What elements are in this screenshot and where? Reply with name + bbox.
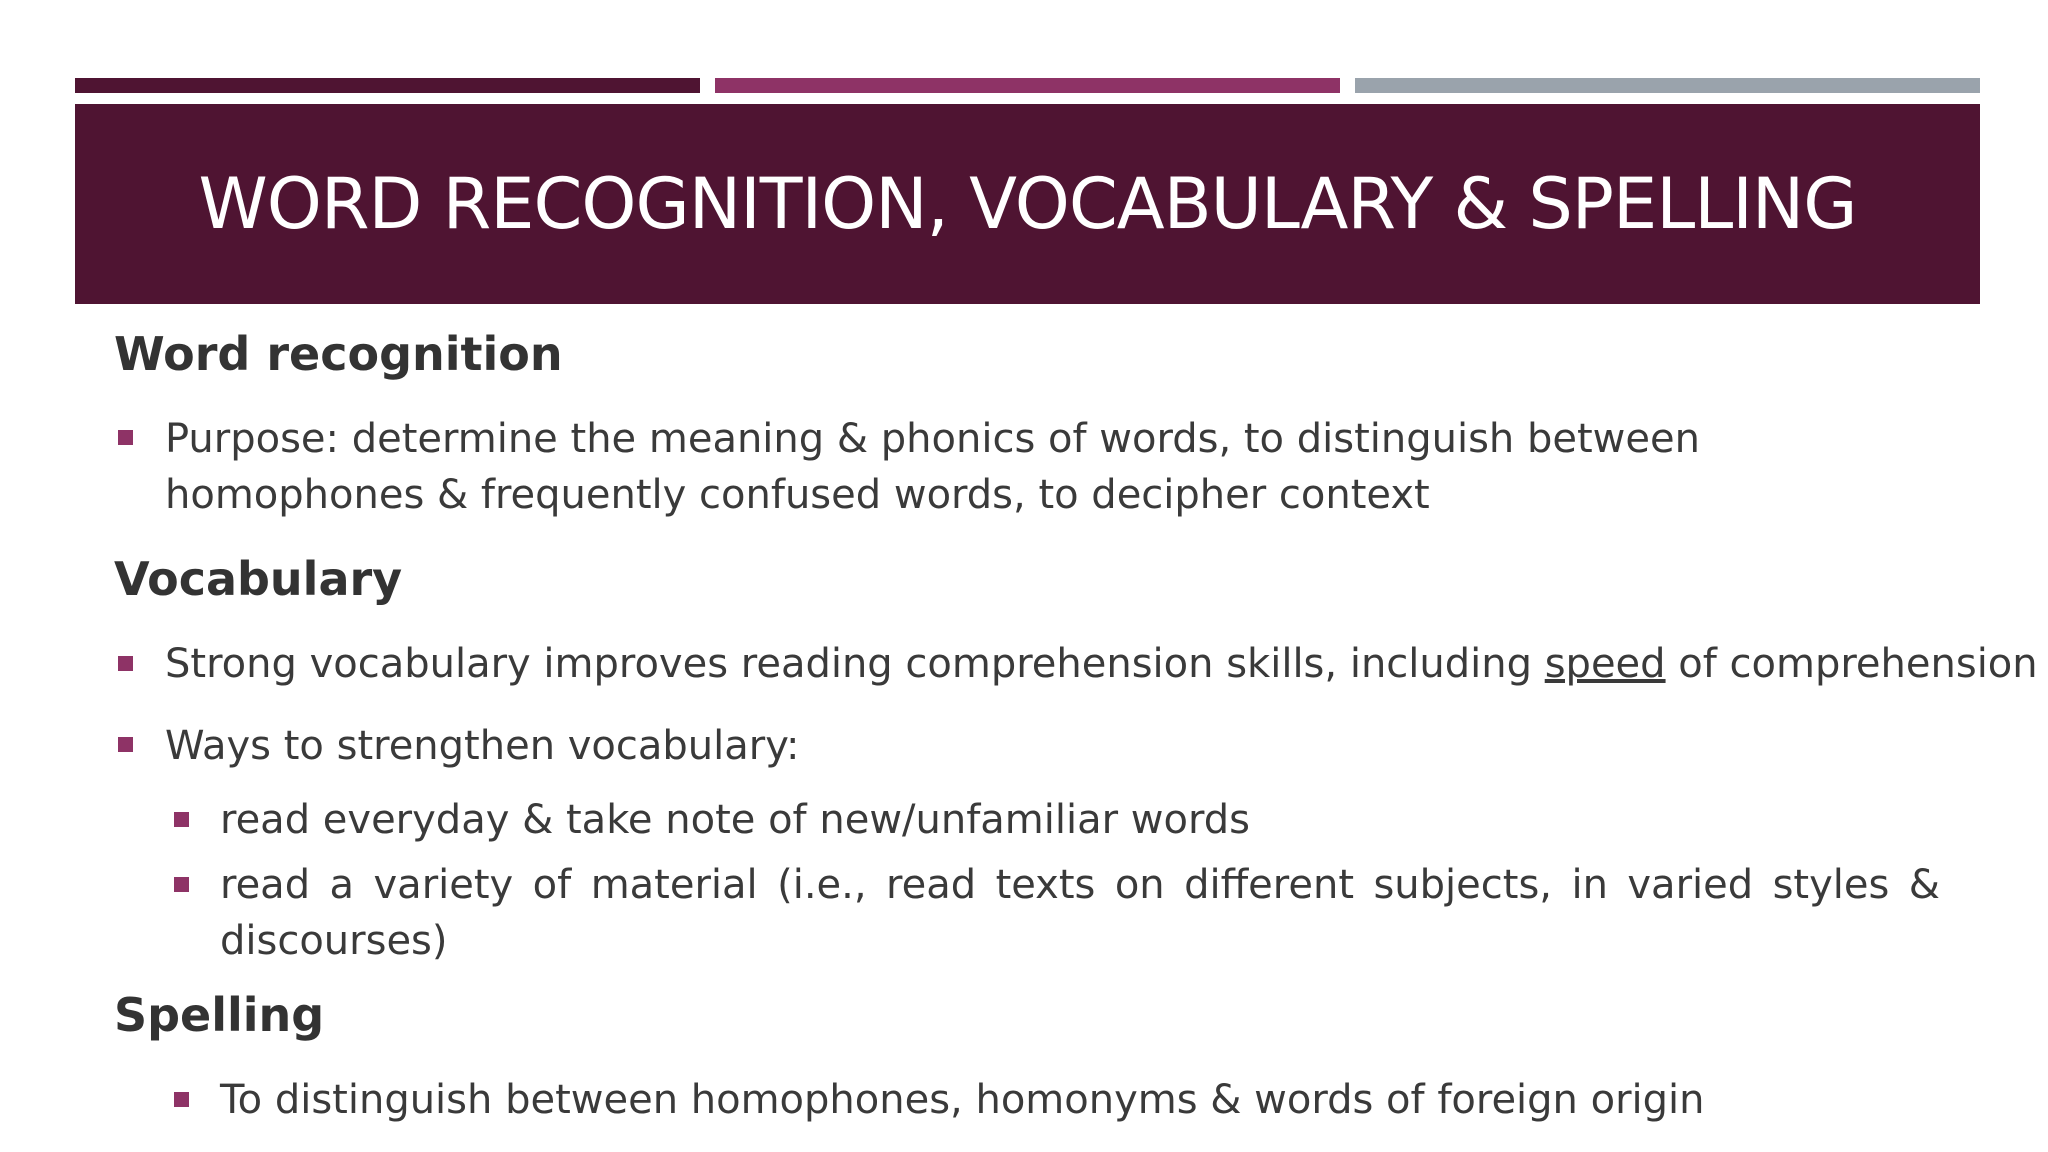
slide-title: WORD RECOGNITION, VOCABULARY & SPELLING bbox=[198, 163, 1857, 245]
bullet-strong-vocabulary bbox=[165, 636, 2038, 692]
heading-word-recognition: Word recognition bbox=[114, 327, 563, 381]
heading-spelling: Spelling bbox=[114, 988, 325, 1042]
sub-bullet-marker bbox=[174, 1092, 189, 1107]
sub-bullet-marker bbox=[174, 877, 189, 892]
bullet-marker bbox=[118, 430, 133, 445]
accent-bar-grey bbox=[1355, 78, 1980, 93]
bullet-marker bbox=[118, 656, 133, 671]
underlined-speed: speed bbox=[1544, 641, 1666, 687]
bullet-ways-to-strengthen: Ways to strengthen vocabulary: bbox=[165, 723, 800, 769]
sub-bullet-marker bbox=[174, 812, 189, 827]
sub-bullet-read-variety: read a variety of material (i.e., read texts on different subjects, in varied styles & discourses) bbox=[220, 862, 1940, 964]
bullet-purpose: Purpose: determine the meaning & phonics of words, to distinguish between homophones & frequently confused words, to decipher context bbox=[165, 416, 1700, 518]
sub-bullet-spelling-purpose: To distinguish between homophones, homonyms & words of foreign origin bbox=[220, 1077, 1705, 1123]
title-band bbox=[75, 104, 1980, 304]
accent-bar-dark bbox=[75, 78, 700, 93]
sub-bullet-read-everyday: read everyday & take note of new/unfamiliar words bbox=[220, 797, 1250, 843]
accent-bar-magenta bbox=[715, 78, 1340, 93]
bullet-text-before: Strong vocabulary improves reading comprehension skills, including bbox=[165, 641, 1545, 687]
bullet-marker bbox=[118, 737, 133, 752]
heading-vocabulary: Vocabulary bbox=[114, 552, 403, 606]
bullet-text-after: of comprehension bbox=[1665, 641, 2038, 687]
